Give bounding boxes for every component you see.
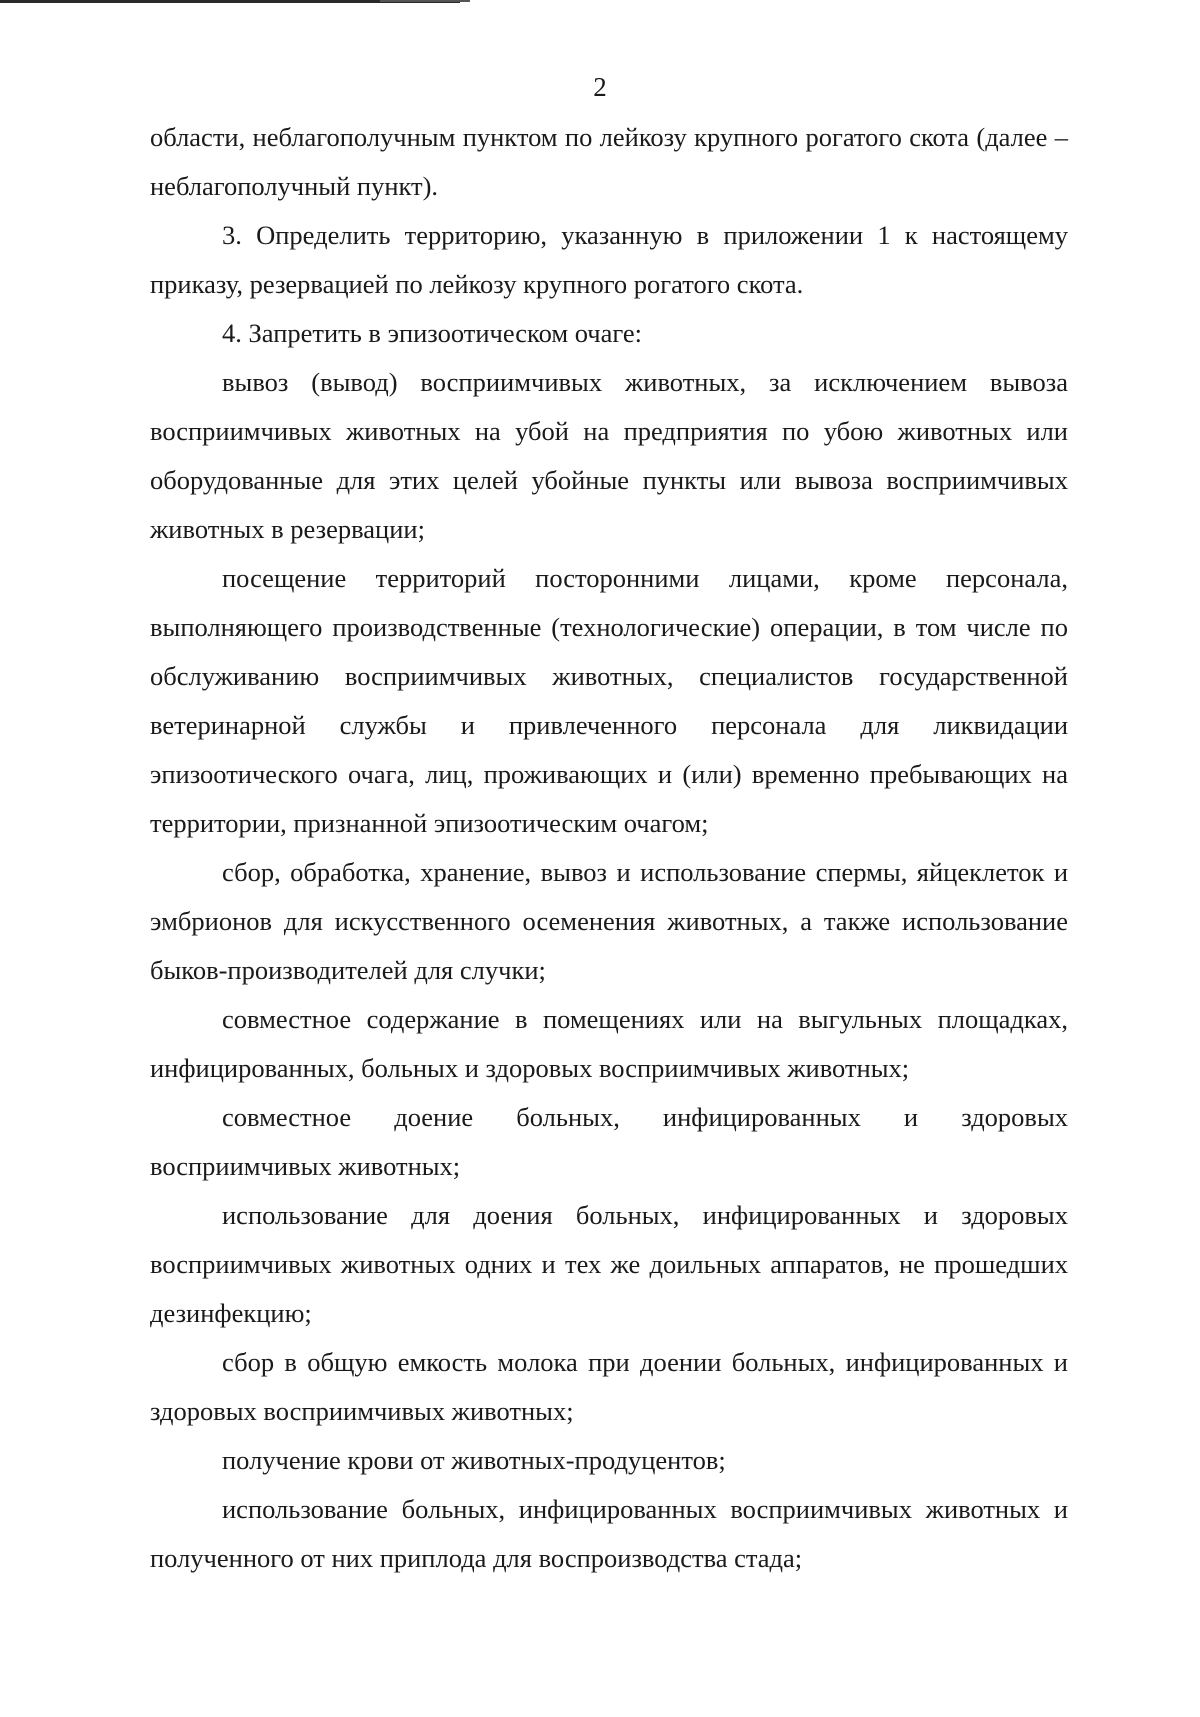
document-body (150, 113, 1068, 1583)
prohibition-breeding-use: использование больных, инфицированных восприимчивых животных и полученного от них приплода для воспроизводства стада; (150, 1494, 1068, 1573)
prohibition-joint-milking: совместное доение больных, инфицированных и здоровых восприимчивых животных; (150, 1102, 1068, 1181)
prohibition-semen-collection: сбор, обработка, хранение, вывоз и использование спермы, яйцеклеток и эмбрионов для искусственного осеменения животных, а также использование быков-производителей для случки; (150, 857, 1068, 985)
paragraph-item-4: 4. Запретить в эпизоотическом очаге: (222, 318, 643, 348)
paragraph-continuation: области, неблагополучным пунктом по лейкозу крупного рогатого скота (далее – неблагополучный пункт). (150, 122, 1068, 201)
paragraph-item-3: 3. Определить территорию, указанную в приложении 1 к настоящему приказу, резервацией по лейкозу крупного рогатого скота. (150, 220, 1068, 299)
prohibition-joint-housing: совместное содержание в помещениях или на выгульных площадках, инфицированных, больных и здоровых восприимчивых животных; (150, 1004, 1068, 1083)
prohibition-export: вывоз (вывод) восприимчивых животных, за исключением вывоза восприимчивых животных на убой на предприятия по убою животных или оборудованные для этих целей убойные пункты или вывоза восприимчивых животных в резервации; (150, 367, 1068, 544)
page-number: 2 (593, 72, 607, 102)
scan-top-edge-mark (380, 0, 470, 2)
prohibition-shared-milking-machines: использование для доения больных, инфицированных и здоровых восприимчивых животных одних и тех же доильных аппаратов, не прошедших дезинфекцию; (150, 1200, 1068, 1328)
prohibition-blood-collection: получение крови от животных-продуцентов; (222, 1445, 726, 1475)
prohibition-visits: посещение территорий посторонними лицами, кроме персонала, выполняющего производственные (технологические) операции, в том числе по обслуживанию восприимчивых животных, специалистов государственной ветеринарной службы и привлеченного персонала для ликвидации эпизоотического очага, лиц, проживающих и (или) временно пребывающих на территории, признанной эпизоотическим очагом; (150, 563, 1068, 838)
prohibition-common-milk-container: сбор в общую емкость молока при доении больных, инфицированных и здоровых восприимчивых животных; (150, 1347, 1068, 1426)
